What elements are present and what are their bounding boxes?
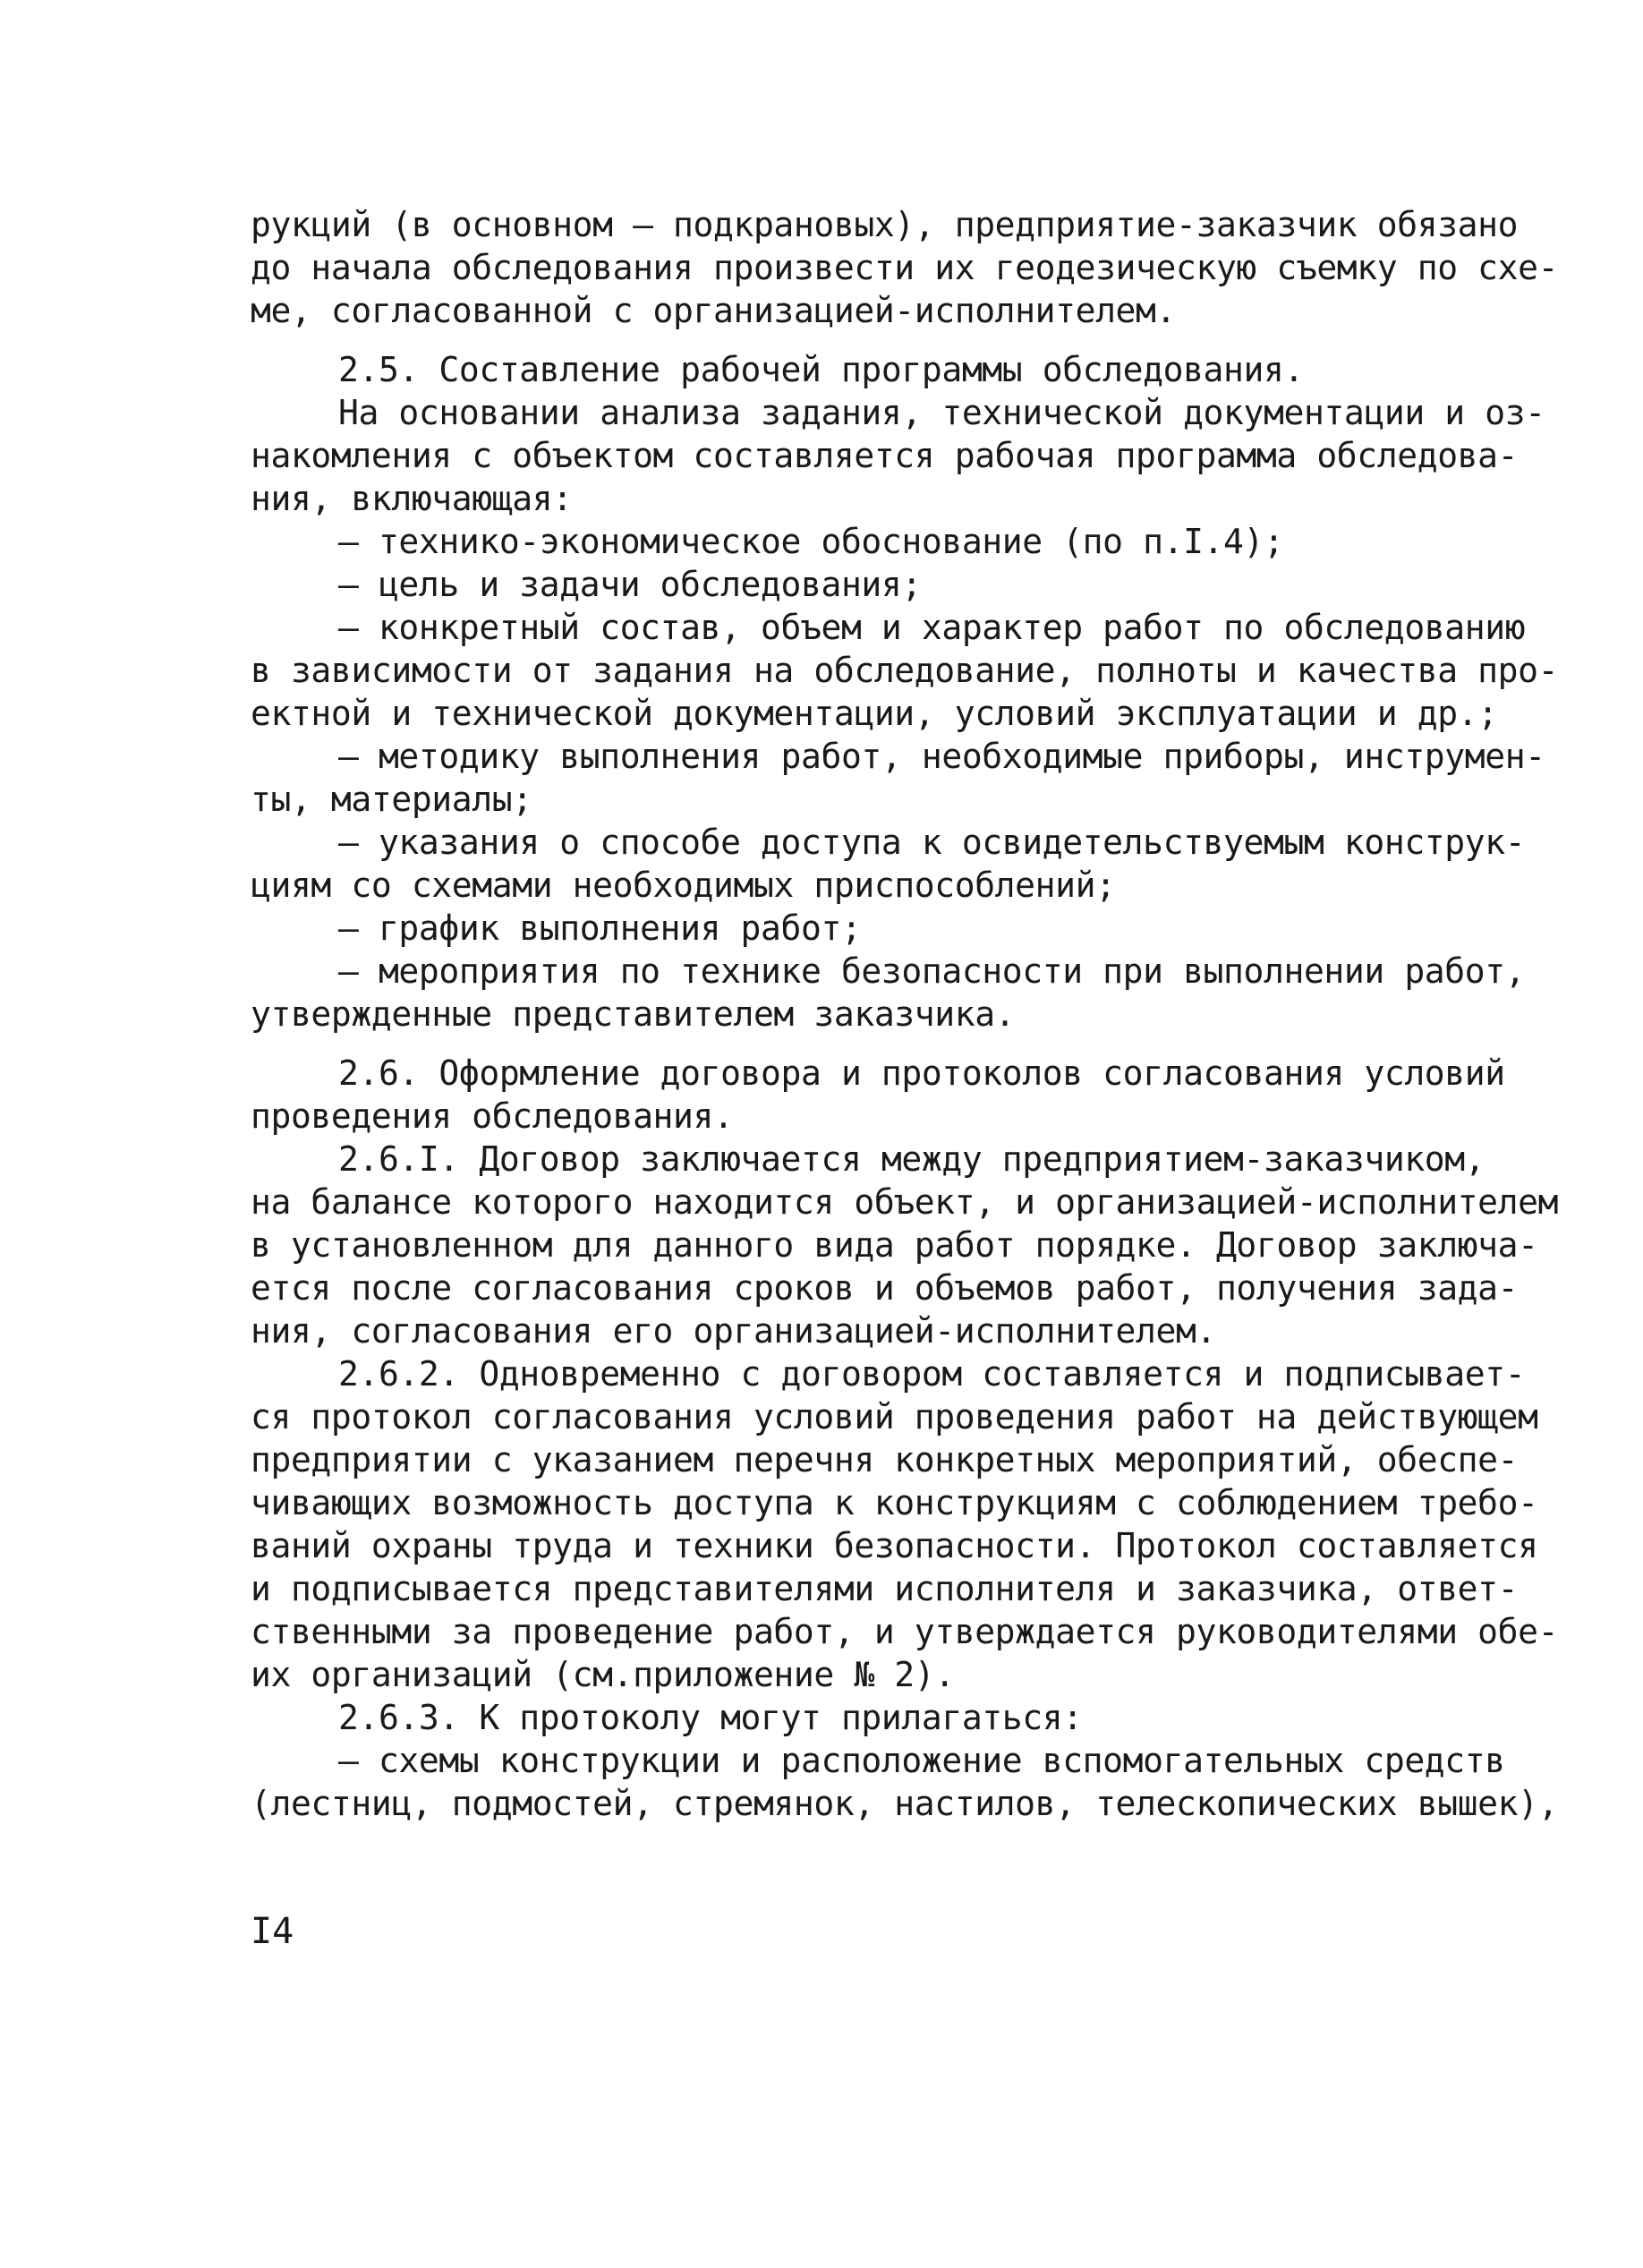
text-line: ственными за проведение работ, и утверждается руководителями обе-	[251, 1612, 1559, 1651]
text-line: проведения обследования.	[251, 1096, 734, 1136]
text-line: ме, согласованной с организацией-исполнителем.	[251, 291, 1176, 330]
text-line: до начала обследования произвести их геодезическую съемку по схе-	[251, 248, 1559, 287]
subsection-paragraph: 2.6.I. Договор заключается между предприятием-заказчиком,	[338, 1139, 1486, 1179]
text-line: (лестниц, подмостей, стремянок, настилов, телескопических вышек),	[251, 1784, 1559, 1823]
list-item: – методику выполнения работ, необходимые приборы, инструмен-	[338, 737, 1545, 776]
text-line: предприятии с указанием перечня конкретных мероприятий, обеспе-	[251, 1440, 1519, 1479]
list-item: – мероприятия по технике безопасности при выполнении работ,	[338, 951, 1526, 991]
text-line: ваний охраны труда и техники безопасности. Протокол составляется	[251, 1526, 1538, 1565]
text-line: ся протокол согласования условий проведения работ на действующем	[251, 1397, 1538, 1437]
list-item: – схемы конструкции и расположение вспомогательных средств	[338, 1741, 1505, 1780]
text-line: чивающих возможность доступа к конструкциям с соблюдением требо-	[251, 1483, 1538, 1522]
text-line: утвержденные представителем заказчика.	[251, 994, 1016, 1034]
text-line: ния, согласования его организацией-исполнителем.	[251, 1311, 1216, 1351]
text-line: ты, материалы;	[251, 780, 532, 819]
list-item: – указания о способе доступа к освидетельствуемым конструк-	[338, 823, 1526, 862]
section-heading: 2.6. Оформление договора и протоколов согласования условий	[338, 1053, 1505, 1093]
subsection-paragraph: 2.6.2. Одновременно с договором составляется и подписывает-	[338, 1354, 1526, 1394]
text-line: ния, включающая:	[251, 479, 573, 518]
page-number: I4	[251, 1911, 294, 1952]
text-line: в установленном для данного вида работ порядке. Договор заключа-	[251, 1225, 1538, 1265]
text-line: рукций (в основном – подкрановых), предприятие-заказчик обязано	[251, 205, 1519, 244]
text-line: ектной и технической документации, условий эксплуатации и др.;	[251, 694, 1498, 733]
text-line: ется после согласования сроков и объемов работ, получения зада-	[251, 1268, 1519, 1308]
list-item: – конкретный состав, объем и характер работ по обследованию	[338, 608, 1526, 647]
text-line: накомления с объектом составляется рабочая программа обследова-	[251, 436, 1519, 475]
text-line: циям со схемами необходимых приспособлений;	[251, 865, 1116, 905]
text-line: их организаций (см.приложение № 2).	[251, 1655, 955, 1694]
text-line: в зависимости от задания на обследование, полноты и качества про-	[251, 651, 1559, 690]
list-item: – цель и задачи обследования;	[338, 565, 922, 604]
subsection-paragraph: 2.6.3. К протоколу могут прилагаться:	[338, 1698, 1083, 1737]
text-line: на балансе которого находится объект, и организацией-исполнителем	[251, 1182, 1559, 1222]
section-heading: 2.5. Составление рабочей программы обследования.	[338, 350, 1304, 389]
list-item: – технико-экономическое обоснование (по п.I.4);	[338, 522, 1284, 561]
text-line: На основании анализа задания, технической документации и оз-	[338, 393, 1545, 432]
text-line: и подписывается представителями исполнителя и заказчика, ответ-	[251, 1569, 1519, 1608]
list-item: – график выполнения работ;	[338, 908, 862, 948]
